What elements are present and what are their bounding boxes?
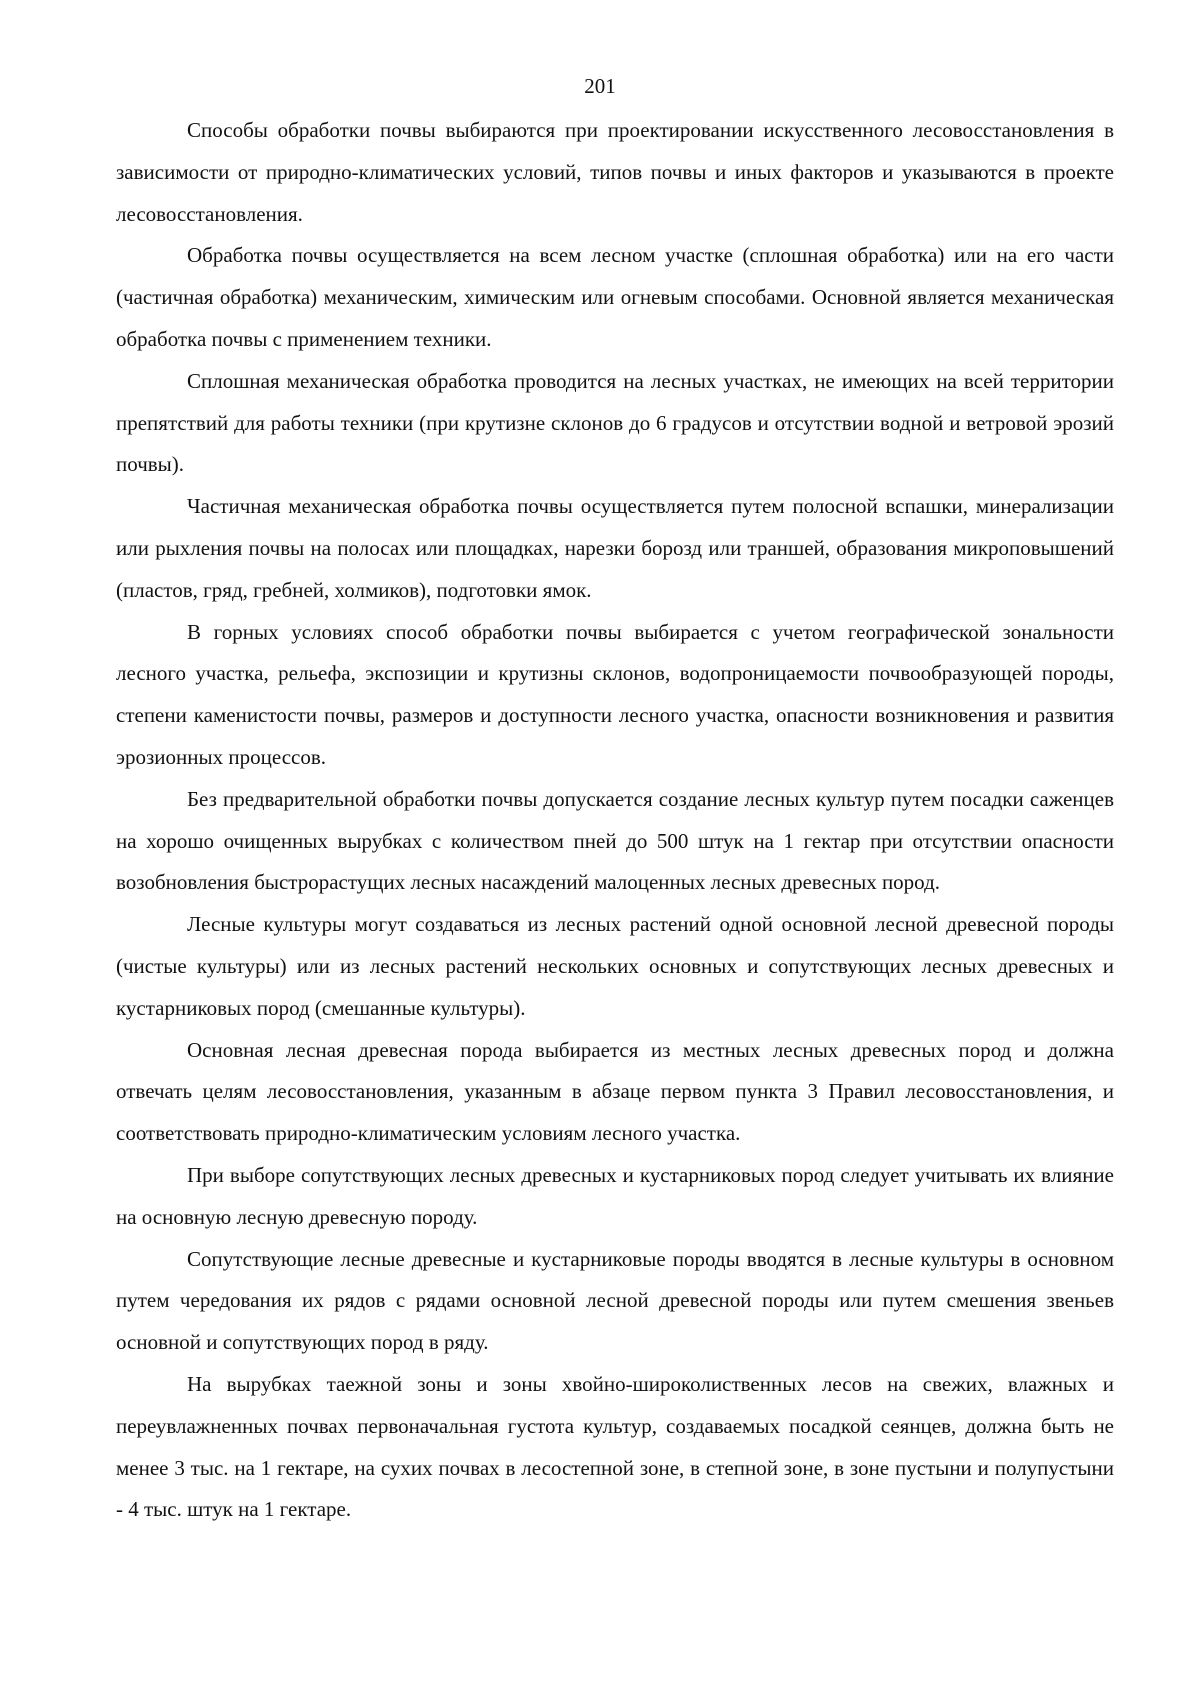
- paragraph-continuous-treatment: Сплошная механическая обработка проводится на лесных участках, не имеющих на всей территории препятствий для работы техники (при крутизне склонов до 6 градусов и отсутствии водной и ветровой эрозий почвы).: [116, 368, 1114, 477]
- paragraph-mountain-conditions: В горных условиях способ обработки почвы выбирается с учетом географической зональности лесного участка, рельефа, экспозиции и крутизны склонов, водопроницаемости почвообразующей породы, степени каменистости почвы, размеров и доступности лесного участка, опасности возникновения и развития эрозионных процессов.: [116, 619, 1114, 769]
- paragraph-soil-treatment-scope: Обработка почвы осуществляется на всем лесном участке (сплошная обработка) или на его части (частичная обработка) механическим, химическим или огневым способами. Основной является механическая обработка почвы с применением техники.: [116, 243, 1114, 351]
- paragraph-companion-species-planting: Сопутствующие лесные древесные и кустарниковые породы вводятся в лесные культуры в основном путем чередования их рядов с рядами основной лесной древесной породы или путем смешения звеньев основной и сопутствующих пород в ряду.: [116, 1246, 1114, 1355]
- paragraph-without-pretreatment: Без предварительной обработки почвы допускается создание лесных культур путем посадки саженцев на хорошо очищенных вырубках с количеством пней до 500 штук на 1 гектар при отсутствии опасности возобновления быстрорастущих лесных насаждений малоценных лесных древесных пород.: [116, 786, 1114, 895]
- paragraph-companion-species-choice: При выборе сопутствующих лесных древесных и кустарниковых пород следует учитывать их влияние на основную лесную древесную породу.: [116, 1162, 1114, 1229]
- paragraph-planting-density: На вырубках таежной зоны и зоны хвойно-широколиственных лесов на свежих, влажных и переувлажненных почвах первоначальная густота культур, создаваемых посадкой сеянцев, должна быть не менее 3 тыс. на 1 гектаре, на сухих почвах в лесостепной зоне, в степной зоне, в зоне пустыни и полупустыни - 4 тыс. штук на 1 гектаре.: [116, 1371, 1114, 1522]
- paragraph-main-species: Основная лесная древесная порода выбирается из местных лесных древесных пород и должна отвечать целям лесовосстановления, указанным в абзаце первом пункта 3 Правил лесовосстановления, и соответствовать природно-климатическим условиям лесного участка.: [116, 1037, 1114, 1146]
- paragraph-soil-treatment-methods: Способы обработки почвы выбираются при проектировании искусственного лесовосстановления в зависимости от природно-климатических условий, типов почвы и иных факторов и указываются в проекте лесовосстановления.: [116, 118, 1114, 226]
- paragraph-partial-treatment: Частичная механическая обработка почвы осуществляется путем полосной вспашки, минерализации или рыхления почвы на полосах или площадках, нарезки борозд или траншей, образования микроповышений (пластов, гряд, гребней, холмиков), подготовки ямок.: [116, 494, 1114, 602]
- paragraph-forest-crops-composition: Лесные культуры могут создаваться из лесных растений одной основной лесной древесной породы (чистые культуры) или из лесных растений нескольких основных и сопутствующих лесных древесных и кустарниковых пород (смешанные культуры).: [116, 912, 1114, 1020]
- page-number: 201: [584, 74, 616, 98]
- document-body: [116, 110, 1114, 1531]
